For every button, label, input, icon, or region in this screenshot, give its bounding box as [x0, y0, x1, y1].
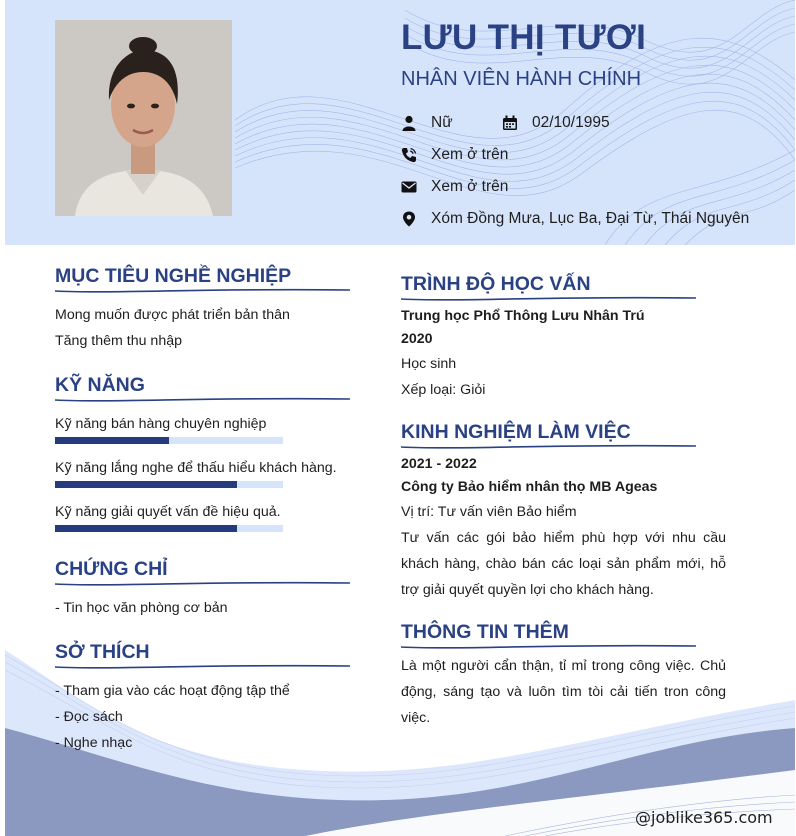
education-title: TRÌNH ĐỘ HỌC VẤN [401, 273, 591, 295]
experience-title: KINH NGHIỆM LÀM VIỆC [401, 421, 631, 443]
additional-description: Là một người cẩn thận, tỉ mỉ trong công việc. Chủ động, sáng tạo và luôn tìm tòi cải tiến tron công việc. [401, 658, 726, 726]
skill-bar-2 [55, 481, 283, 488]
skill-bar-fill-3 [55, 525, 237, 532]
watermark: @joblike365.com [635, 808, 773, 827]
skill-label-2: Kỹ năng lắng nghe để thấu hiểu khách hàng. [55, 460, 337, 476]
education-role: Học sinh [401, 356, 457, 372]
hobbies-underline [55, 663, 350, 671]
additional-underline [401, 643, 696, 651]
experience-description: Tư vấn các gói bảo hiểm phù hợp với nhu cầu khách hàng, chào bán các loại sản phẩm mới, hỗ trợ giải quyết quyền lợi cho khách hàng. [401, 530, 726, 598]
gender-value: Nữ [431, 114, 453, 131]
certificates-title: CHỨNG CHỈ [55, 558, 168, 580]
phone-value: Xem ở trên [431, 146, 509, 163]
skills-title: KỸ NĂNG [55, 374, 145, 396]
skills-underline [55, 396, 350, 404]
hobby-line-2: - Đọc sách [55, 709, 123, 725]
certificates-underline [55, 580, 350, 588]
experience-period: 2021 - 2022 [401, 456, 477, 472]
hobbies-title: SỞ THÍCH [55, 641, 150, 663]
experience-underline [401, 443, 696, 451]
birthdate-value: 02/10/1995 [532, 114, 610, 131]
address-value: Xóm Đồng Mưa, Lục Ba, Đại Từ, Thái Nguyên [431, 210, 750, 227]
skill-bar-fill-2 [55, 481, 237, 488]
education-grade: Xếp loại: Giỏi [401, 382, 486, 398]
experience-position: Vị trí: Tư vấn viên Bảo hiểm [401, 504, 577, 520]
certificate-line-1: - Tin học văn phòng cơ bản [55, 600, 228, 616]
objective-line-1: Mong muốn được phát triển bản thân [55, 307, 290, 323]
hobby-line-3: - Nghe nhạc [55, 735, 133, 751]
objective-title: MỤC TIÊU NGHỀ NGHIỆP [55, 265, 292, 287]
additional-title: THÔNG TIN THÊM [401, 621, 569, 643]
objective-line-2: Tăng thêm thu nhập [55, 333, 182, 349]
skill-label-1: Kỹ năng bán hàng chuyên nghiệp [55, 416, 267, 432]
hobby-line-1: - Tham gia vào các hoạt động tập thể [55, 683, 290, 699]
objective-underline [55, 287, 350, 295]
skill-bar-1 [55, 437, 283, 444]
experience-company: Công ty Bảo hiểm nhân thọ MB Ageas [401, 479, 658, 495]
email-value: Xem ở trên [431, 178, 509, 195]
education-underline [401, 295, 696, 303]
skill-bar-3 [55, 525, 283, 532]
candidate-job-title: NHÂN VIÊN HÀNH CHÍNH [401, 68, 642, 90]
education-school: Trung học Phổ Thông Lưu Nhân Trú [401, 308, 645, 324]
skill-label-3: Kỹ năng giải quyết vấn đề hiệu quả. [55, 504, 281, 520]
candidate-name: LƯU THỊ TƯƠI [401, 18, 647, 57]
skill-bar-fill-1 [55, 437, 169, 444]
cv-page [5, 0, 795, 836]
education-year: 2020 [401, 331, 433, 347]
